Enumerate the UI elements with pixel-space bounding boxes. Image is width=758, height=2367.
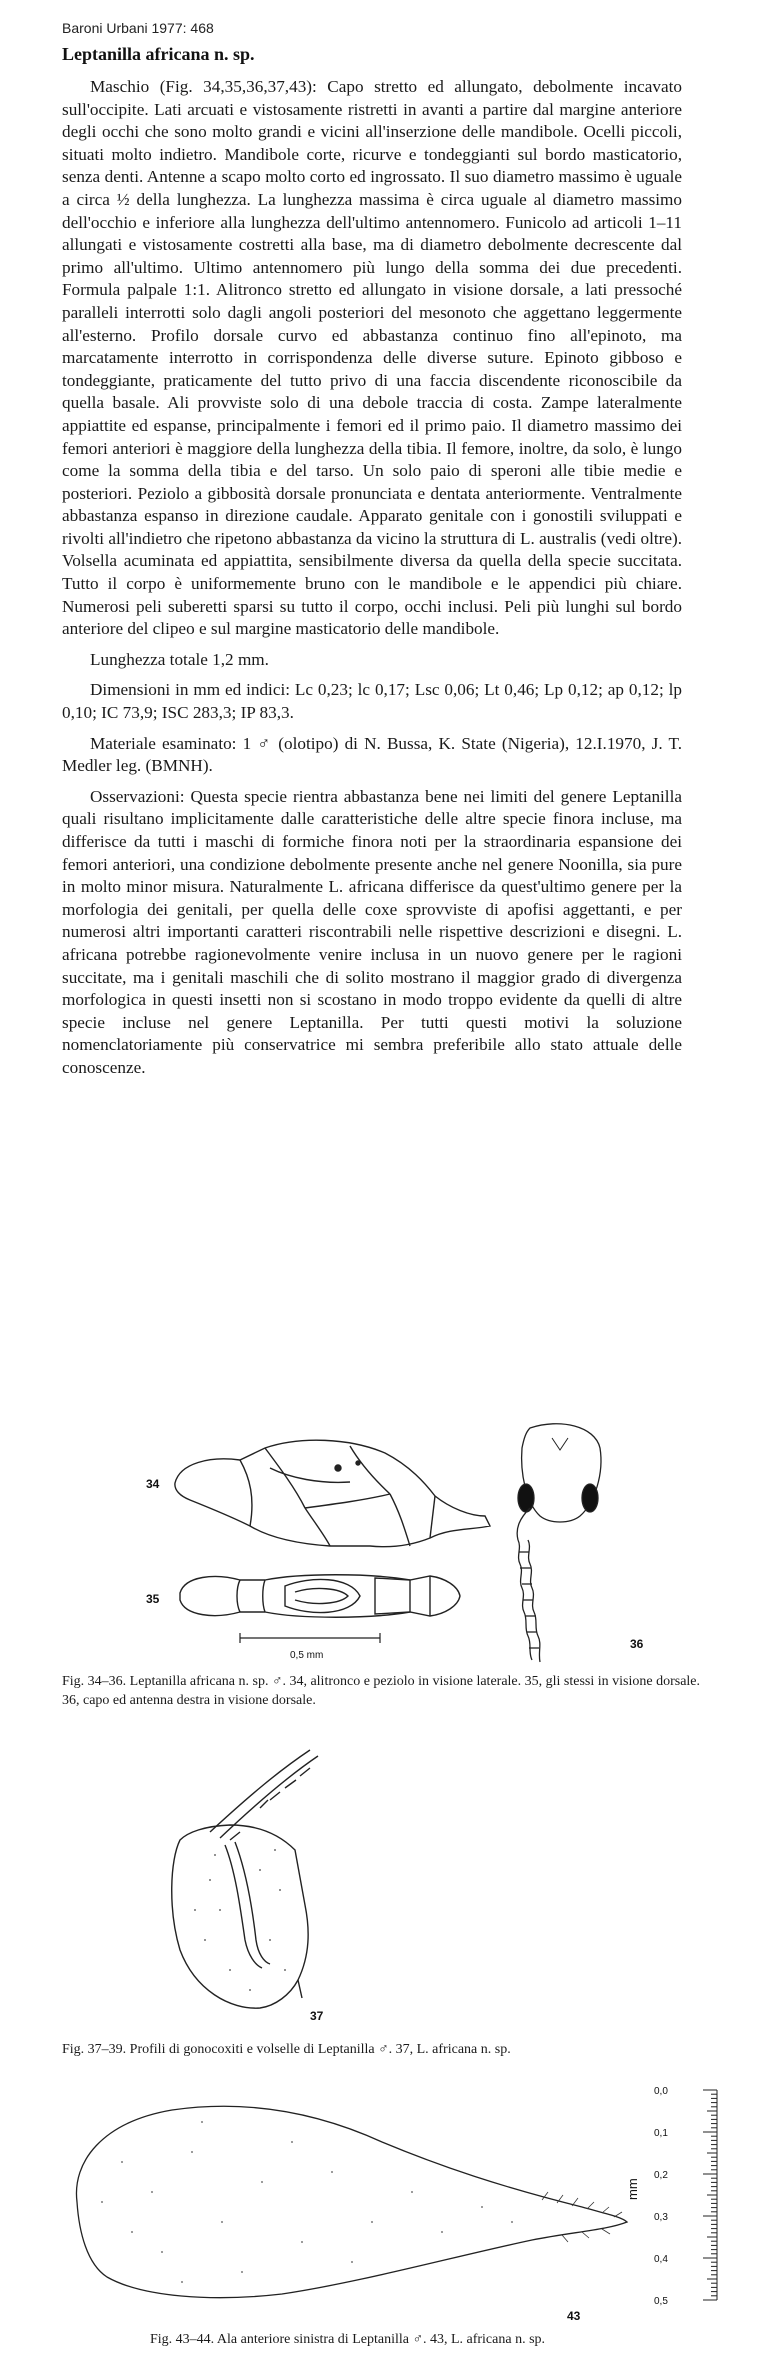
scale-tick-0: 0,0 xyxy=(654,2086,668,2097)
caption-fig-43-44: Fig. 43–44. Ala anteriore sinistra di Leptanilla ♂. 43, L. africana n. sp. xyxy=(150,2332,546,2347)
fig-34-label: 34 xyxy=(146,1477,160,1491)
total-length-paragraph: Lunghezza totale 1,2 mm. xyxy=(90,649,269,669)
material-paragraph: Materiale esaminato: 1 ♂ (olotipo) di N. Bussa, K. State (Nigeria), 12.I.1970, J. T. Medler leg. (BMNH). xyxy=(62,733,682,776)
caption-fig-34-36: Fig. 34–36. Leptanilla africana n. sp. ♂. 34, alitronco e peziolo in visione laterale. 35, gli stessi in visione dorsale. 36, capo ed antenna destra in visione dorsale. xyxy=(62,1674,701,1708)
figure-34-36 xyxy=(90,1408,690,1673)
figure-43 xyxy=(62,2082,742,2322)
scale-bar-34-36 xyxy=(240,1633,380,1643)
dimensions-paragraph: Dimensioni in mm ed indici: Lc 0,23; lc 0,17; Lsc 0,06; Lt 0,46; Lp 0,12; ap 0,12; lp 0,10; IC 73,9; ISC 283,3; IP 83,3. xyxy=(62,680,682,723)
gonocoxite-drawing xyxy=(172,1750,318,2008)
caption-fig-37-39: Fig. 37–39. Profili di gonocoxiti e volselle di Leptanilla ♂. 37, L. africana n. sp. xyxy=(62,2042,511,2057)
gonocoxite-stipple xyxy=(194,1849,286,1991)
head-antenna-drawing xyxy=(517,1424,601,1662)
scale-tick-4: 0,4 xyxy=(654,2254,668,2265)
fig-37-label: 37 xyxy=(310,2009,324,2023)
fig-36-label: 36 xyxy=(630,1637,644,1651)
fig-43-label: 43 xyxy=(567,2309,581,2322)
description-paragraph: Maschio (Fig. 34,35,36,37,43): Capo stretto ed allungato, debolmente incavato sull'occipite. Lati arcuati e vistosamente ristretti in avanti a partire dal margine anteriore degli occhi che sono molto grandi e vicini all'inserzione delle mandibole. Ocelli piccoli, situati molto indietro. Mandibole corte, ricurve e tondeggianti sul bordo masticatorio, senza denti. Antenne a scapo molto corto ed ingrossato. Il suo diametro massimo è uguale a circa ½ della lunghezza. La lunghezza massima è circa uguale al diametro massimo dell'occhio e inferiore alla lunghezza dell'ultimo antennomero. Funicolo ad articoli 1–11 allungati e vistosamente costretti alla base, ma di diametro debolmente decrescente dal primo all'ultimo. Ultimo antennomero più lungo della somma dei due precedenti. Formula palpale 1:1. Alitronco stretto ed allungato in visione dorsale, a lati pressoché paralleli interrotti solo dagli angoli posteriori del mesonoto che aggettano leggermente all'esterno. Profilo dorsale curvo ed abbastanza continuo fino all'epinoto, ma marcatamente interrotto in corrispondenza delle diverse suture. Epinoto gibboso e tondeggiante, praticamente del tutto privo di una faccia discendente riconoscibile da quella basale. Ali provviste solo di una debole traccia di costa. Zampe lateralmente appiattite ed espanse, principalmente i femori ed il primo paio. Il diametro massimo dei femori anteriori è maggiore della lunghezza della tibia. Il femore, inoltre, da solo, è lungo come la somma della tibia e del tarso. Un solo paio di speroni alle tibie medie e posteriori. Peziolo a gibbosità dorsale pronunciata e dentata anteriormente. Ventralmente abbastanza espanso in direzione caudale. Apparato genitale con i gonostili sviluppati e rivolti all'indietro che ripetono abbastanza da vicino la struttura di L. australis (vedi oltre). Volsella acuminata ed appiattita, sensibilmente diversa da quella della specie succitata. Tutto il corpo è uniformemente bruno con le mandibole e le appendici più chiare. Numerosi peli suberetti sparsi su tutto il corpo, occhi inclusi. Peli più lunghi sul bordo anteriore del clipeo e sul margine masticatorio delle mandibole. xyxy=(62,77,682,639)
observations-paragraph: Osservazioni: Questa specie rientra abbastanza bene nei limiti del genere Leptanilla quali risultano implicitamente dalle caratteristiche delle altre specie finora incluse, ma differisce da tutti i maschi di formiche finora noti per la straordinaria espansione dei femori anteriori, una condizione debolmente presente anche nel genere Noonilla, sia pure in molto minor misura. Naturalmente L. africana differisce da quest'ultimo genere per la morfologia dei genitali, per quella delle coxe sprovviste di apofisi aggettanti, e per numerosi altri importanti caratteri riscontrabili nelle rispettive descrizioni e disegni. L. africana potrebbe ragionevolmente venire inclusa in un nuovo genere per le ragioni succitate, ma i genitali maschili che di solito mostrano il maggior grado di divergenza morfologica in questi insetti non si scostano in modo troppo evidente da quelli di altre specie incluse nel genere Leptanilla. Per tutti questi motivi la soluzione nomenclatoriamente più conservatrice mi sembra preferibile allo stato attuale delle conoscenze. xyxy=(62,786,682,1077)
species-title: Leptanilla africana n. sp. xyxy=(62,44,255,64)
scale-tick-1: 0,1 xyxy=(654,2128,668,2139)
description-block xyxy=(62,76,682,1088)
alitrunk-lateral-drawing xyxy=(175,1440,490,1547)
scale-bar-label: 0,5 mm xyxy=(290,1650,324,1661)
mm-scale-ticks xyxy=(703,2090,717,2300)
alitrunk-dorsal-drawing xyxy=(180,1575,460,1618)
scale-unit-label: mm xyxy=(625,2178,640,2200)
scale-tick-5: 0,5 xyxy=(654,2296,668,2307)
fig-35-label: 35 xyxy=(146,1592,160,1606)
citation-header: Baroni Urbani 1977: 468 xyxy=(62,20,214,36)
scale-tick-3: 0,3 xyxy=(654,2212,668,2223)
scale-tick-2: 0,2 xyxy=(654,2170,668,2181)
figure-37 xyxy=(150,1740,400,2025)
wing-drawing xyxy=(76,2106,627,2297)
